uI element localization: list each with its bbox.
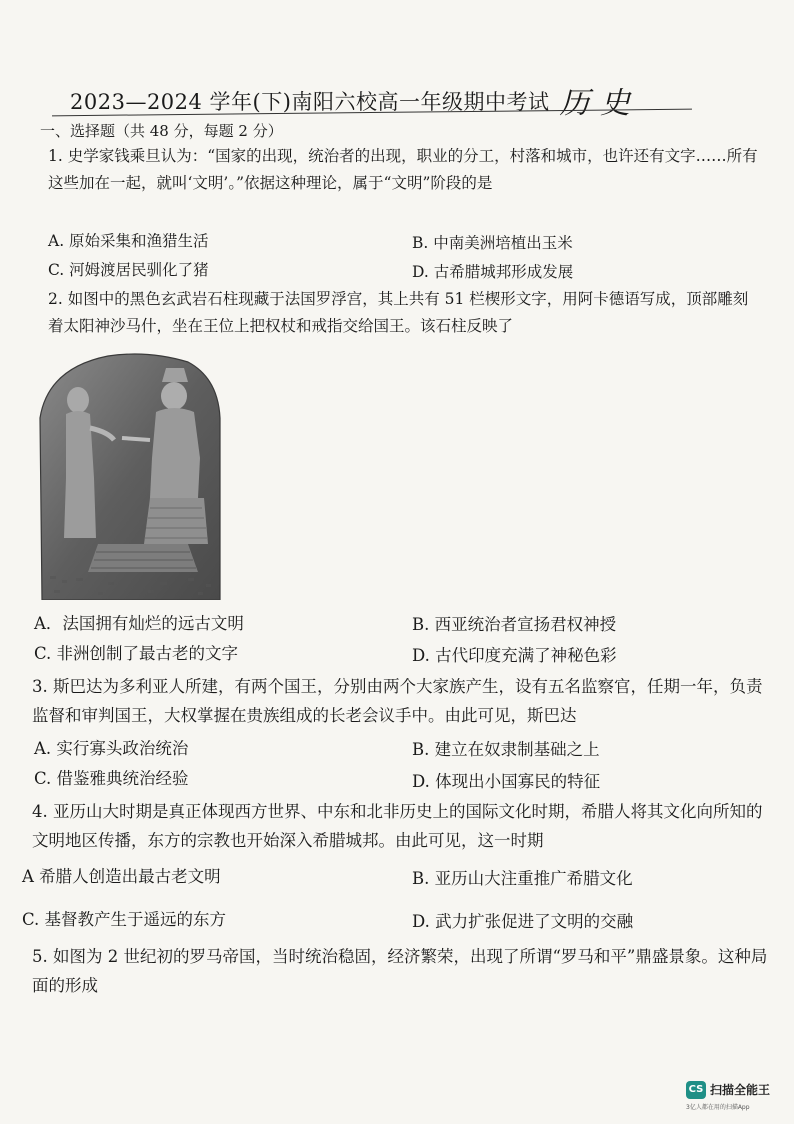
- question-4-option-c: C. 基督教产生于遥远的东方: [22, 910, 227, 929]
- question-3-option-b: B. 建立在奴隶制基础之上: [412, 740, 600, 759]
- question-2-option-d: D. 古代印度充满了神秘色彩: [412, 646, 617, 665]
- stele-photo-icon: [38, 348, 222, 600]
- watermark-tagline: 3亿人都在用的扫描App: [686, 1104, 750, 1111]
- question-2-option-c: C. 非洲创制了最古老的文字: [34, 644, 239, 663]
- section-heading: 一、选择题（共 48 分，每题 2 分）: [40, 122, 283, 140]
- question-1-option-b: B. 中南美洲培植出玉米: [412, 234, 573, 252]
- question-1-option-d: D. 古希腊城邦形成发展: [412, 263, 574, 281]
- question-3-option-a: A. 实行寡头政治统治: [34, 739, 189, 758]
- question-4-stem: 4. 亚历山大时期是真正体现西方世界、中东和北非历史上的国际文化时期，希腊人将其文化向所知的文明地区传播，东方的宗教也开始深入希腊城邦。由此可见，这一时期: [32, 802, 763, 850]
- question-1-stem: 1. 史学家钱乘旦认为：“国家的出现，统治者的出现，职业的分工，村落和城市，也许还有文字……所有这些加在一起，就叫‘文明’。”依据这种理论，属于“文明”阶段的是: [48, 147, 758, 192]
- watermark-app-name: 扫描全能王: [710, 1083, 771, 1097]
- camscanner-logo-icon: CS: [686, 1081, 706, 1099]
- question-3-option-d: D. 体现出小国寡民的特征: [412, 772, 601, 791]
- question-3-option-c: C. 借鉴雅典统治经验: [34, 769, 189, 788]
- question-2-option-a: A．法国拥有灿烂的远古文明: [34, 614, 244, 633]
- exam-title-text: 2023—2024 学年(下)南阳六校高一年级期中考试: [70, 90, 550, 114]
- question-1-option-c: C. 河姆渡居民驯化了猪: [48, 261, 209, 279]
- question-1-option-a: A. 原始采集和渔猎生活: [48, 232, 209, 250]
- question-2-option-b: B. 西亚统治者宣扬君权神授: [412, 615, 617, 634]
- scanner-watermark: [686, 1081, 786, 1115]
- question-2-stem: 2. 如图中的黑色玄武岩石柱现藏于法国罗浮宫，其上共有 51 栏楔形文字，用阿卡德语写成，顶部雕刻着太阳神沙马什，坐在王位上把权杖和戒指交给国王。该石柱反映了: [48, 290, 749, 335]
- exam-subject: 历 史: [559, 86, 631, 121]
- question-4-option-d: D. 武力扩张促进了文明的交融: [412, 912, 634, 931]
- question-4-option-b: B. 亚历山大注重推广希腊文化: [412, 869, 633, 888]
- question-4-option-a: A 希腊人创造出最古老文明: [22, 867, 221, 886]
- question-5-stem: 5. 如图为 2 世纪初的罗马帝国，当时统治稳固，经济繁荣，出现了所谓“罗马和平”鼎盛景象。这种局面的形成: [32, 947, 768, 995]
- question-3-stem: 3. 斯巴达为多利亚人所建，有两个国王，分别由两个大家族产生，设有五名监察官，任期一年，负责监督和审判国王，大权掌握在贵族组成的长老会议手中。由此可见，斯巴达: [32, 677, 763, 725]
